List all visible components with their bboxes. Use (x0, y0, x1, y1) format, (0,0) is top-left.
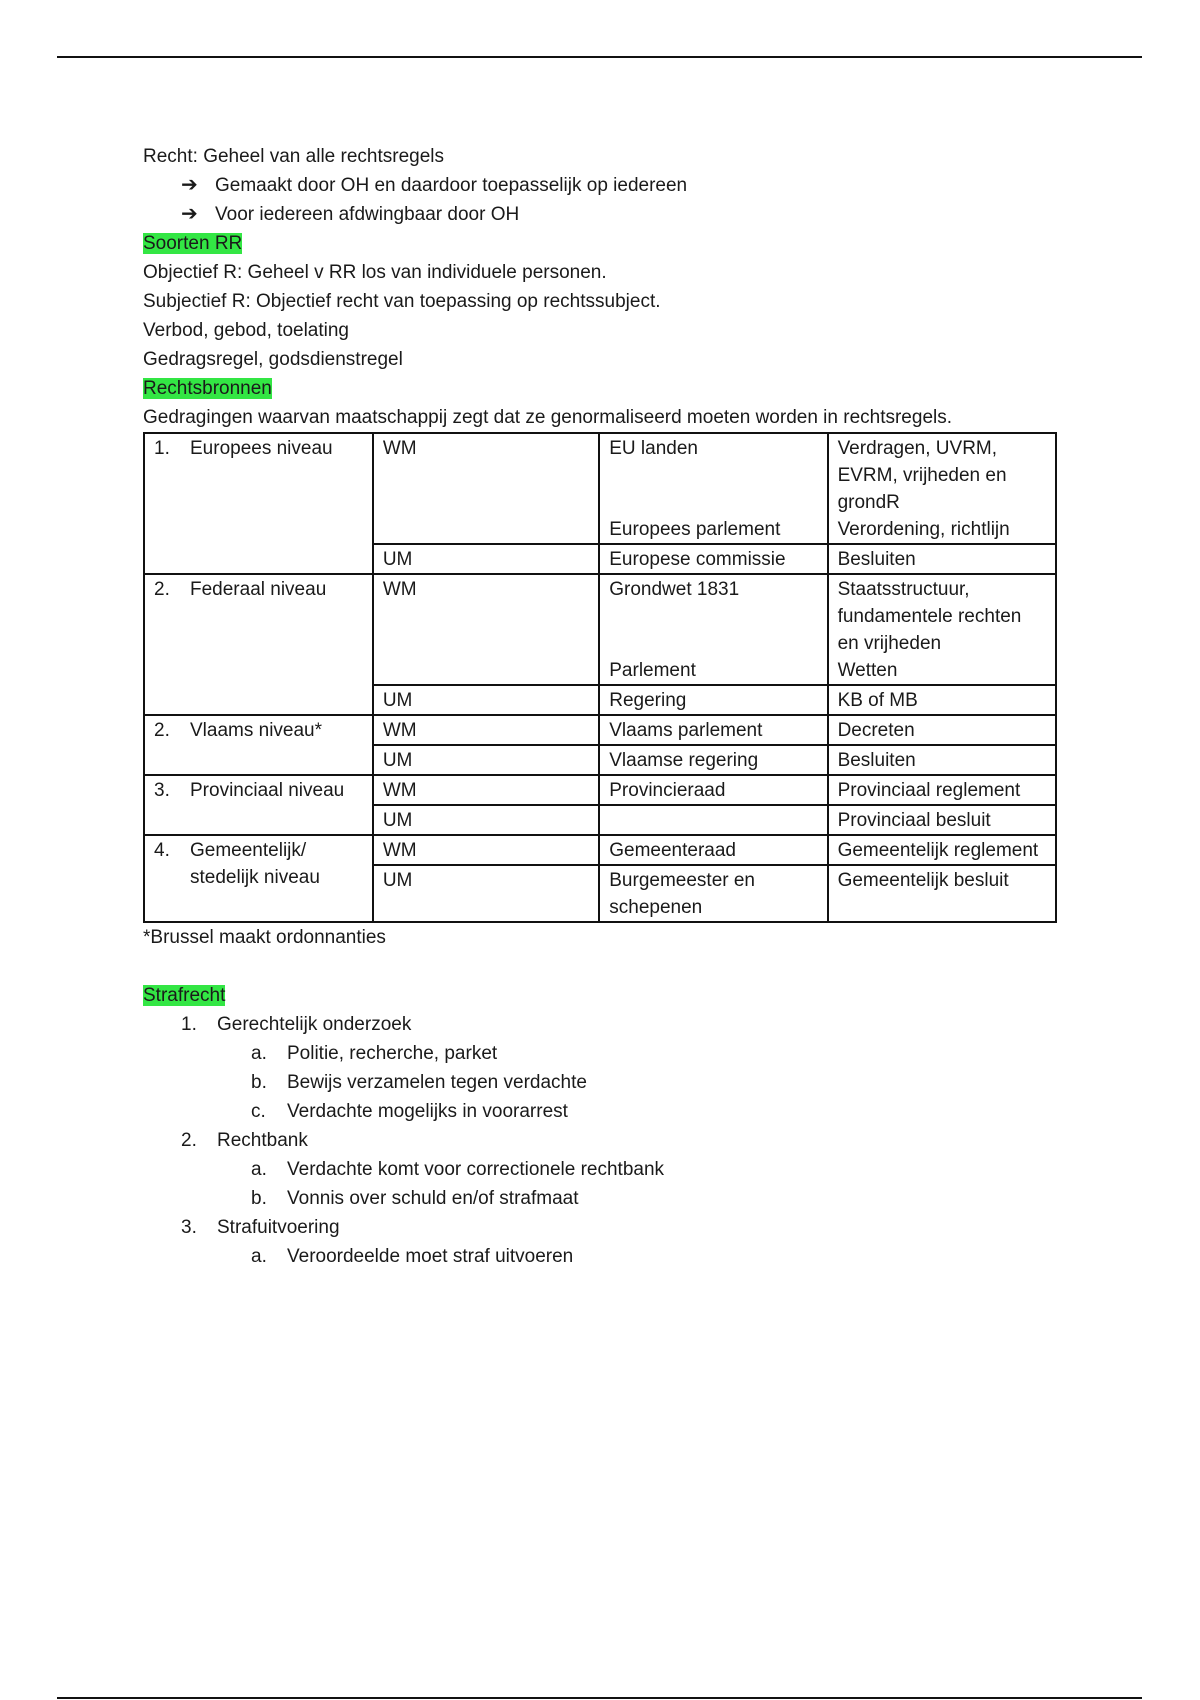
text-line: Gedragsregel, godsdienstregel (143, 349, 403, 370)
level-cell: 2. Federaal niveau (144, 574, 373, 715)
table-row (144, 715, 1056, 745)
body-cell: Regering (599, 685, 827, 715)
bullet-item: ➔ Voor iedereen afdwingbaar door OH (143, 200, 1063, 229)
list-item: b. Vonnis over schuld en/of strafmaat (251, 1188, 579, 1209)
source-cell: Staatsstructuur, fundamentele rechten en vrijheden Wetten (828, 574, 1056, 685)
power-cell: WM (373, 835, 599, 865)
body-cell: Burgemeester en schepenen (599, 865, 827, 922)
table-row (144, 574, 1056, 685)
power-cell: UM (373, 745, 599, 775)
body-cell: Vlaamse regering (599, 745, 827, 775)
document-body (143, 142, 1063, 1271)
power-cell: UM (373, 544, 599, 574)
list-item: b. Bewijs verzamelen tegen verdachte (251, 1072, 587, 1093)
source-cell: Provinciaal reglement (828, 775, 1056, 805)
list-item: a. Verdachte komt voor correctionele rechtbank (251, 1159, 665, 1180)
rechtsbronnen-intro: Gedragingen waarvan maatschappij zegt dat ze genormaliseerd moeten worden in rechtsregels. (143, 407, 953, 428)
level-cell: 4. Gemeentelijk/ stedelijk niveau (144, 835, 373, 922)
heading-strafrecht: Strafrecht (143, 985, 226, 1006)
level-cell: 2. Vlaams niveau* (144, 715, 373, 775)
level-cell: 3. Provinciaal niveau (144, 775, 373, 835)
body-cell: EU landen Europees parlement (599, 433, 827, 544)
power-cell: WM (373, 433, 599, 544)
source-cell: Gemeentelijk reglement (828, 835, 1056, 865)
power-cell: UM (373, 685, 599, 715)
list-item: 3. Strafuitvoering (181, 1217, 340, 1238)
power-cell: UM (373, 865, 599, 922)
body-cell: Gemeenteraad (599, 835, 827, 865)
list-item: a. Politie, recherche, parket (251, 1043, 498, 1064)
power-cell: UM (373, 805, 599, 835)
table-row (144, 835, 1056, 865)
arrow-right-icon: ➔ (181, 174, 198, 196)
source-cell: Provinciaal besluit (828, 805, 1056, 835)
heading-rechtsbronnen: Rechtsbronnen (143, 378, 272, 399)
body-cell (599, 805, 827, 835)
text-line: Objectief R: Geheel v RR los van individuele personen. (143, 262, 607, 283)
footer-rule (57, 1697, 1142, 1699)
table-row (144, 775, 1056, 805)
list-item: a. Veroordeelde moet straf uitvoeren (251, 1246, 574, 1267)
power-cell: WM (373, 715, 599, 745)
list-item: 2. Rechtbank (181, 1130, 308, 1151)
power-cell: WM (373, 574, 599, 685)
bullet-item: ➔ Gemaakt door OH en daardoor toepasselijk op iedereen (143, 171, 1063, 200)
arrow-right-icon: ➔ (181, 203, 198, 225)
recht-definition: Recht: Geheel van alle rechtsregels (143, 146, 444, 167)
text-line: Verbod, gebod, toelating (143, 320, 350, 341)
text-line: Subjectief R: Objectief recht van toepassing op rechtssubject. (143, 291, 661, 312)
source-cell: Besluiten (828, 745, 1056, 775)
power-cell: WM (373, 775, 599, 805)
source-cell: Gemeentelijk besluit (828, 865, 1056, 922)
source-cell: Decreten (828, 715, 1056, 745)
source-cell: Verdragen, UVRM, EVRM, vrijheden en grondR Verordening, richtlijn (828, 433, 1056, 544)
body-cell: Vlaams parlement (599, 715, 827, 745)
level-cell: 1. Europees niveau (144, 433, 373, 574)
header-rule (57, 56, 1142, 58)
source-cell: Besluiten (828, 544, 1056, 574)
body-cell: Grondwet 1831 Parlement (599, 574, 827, 685)
table-row (144, 433, 1056, 544)
source-cell: KB of MB (828, 685, 1056, 715)
list-item: c. Verdachte mogelijks in voorarrest (251, 1101, 568, 1122)
table-footnote: *Brussel maakt ordonnanties (143, 927, 386, 948)
list-item: 1. Gerechtelijk onderzoek (181, 1014, 412, 1035)
body-cell: Provincieraad (599, 775, 827, 805)
heading-soorten: Soorten RR (143, 233, 243, 254)
rechtsbronnen-table (143, 432, 1057, 923)
body-cell: Europese commissie (599, 544, 827, 574)
